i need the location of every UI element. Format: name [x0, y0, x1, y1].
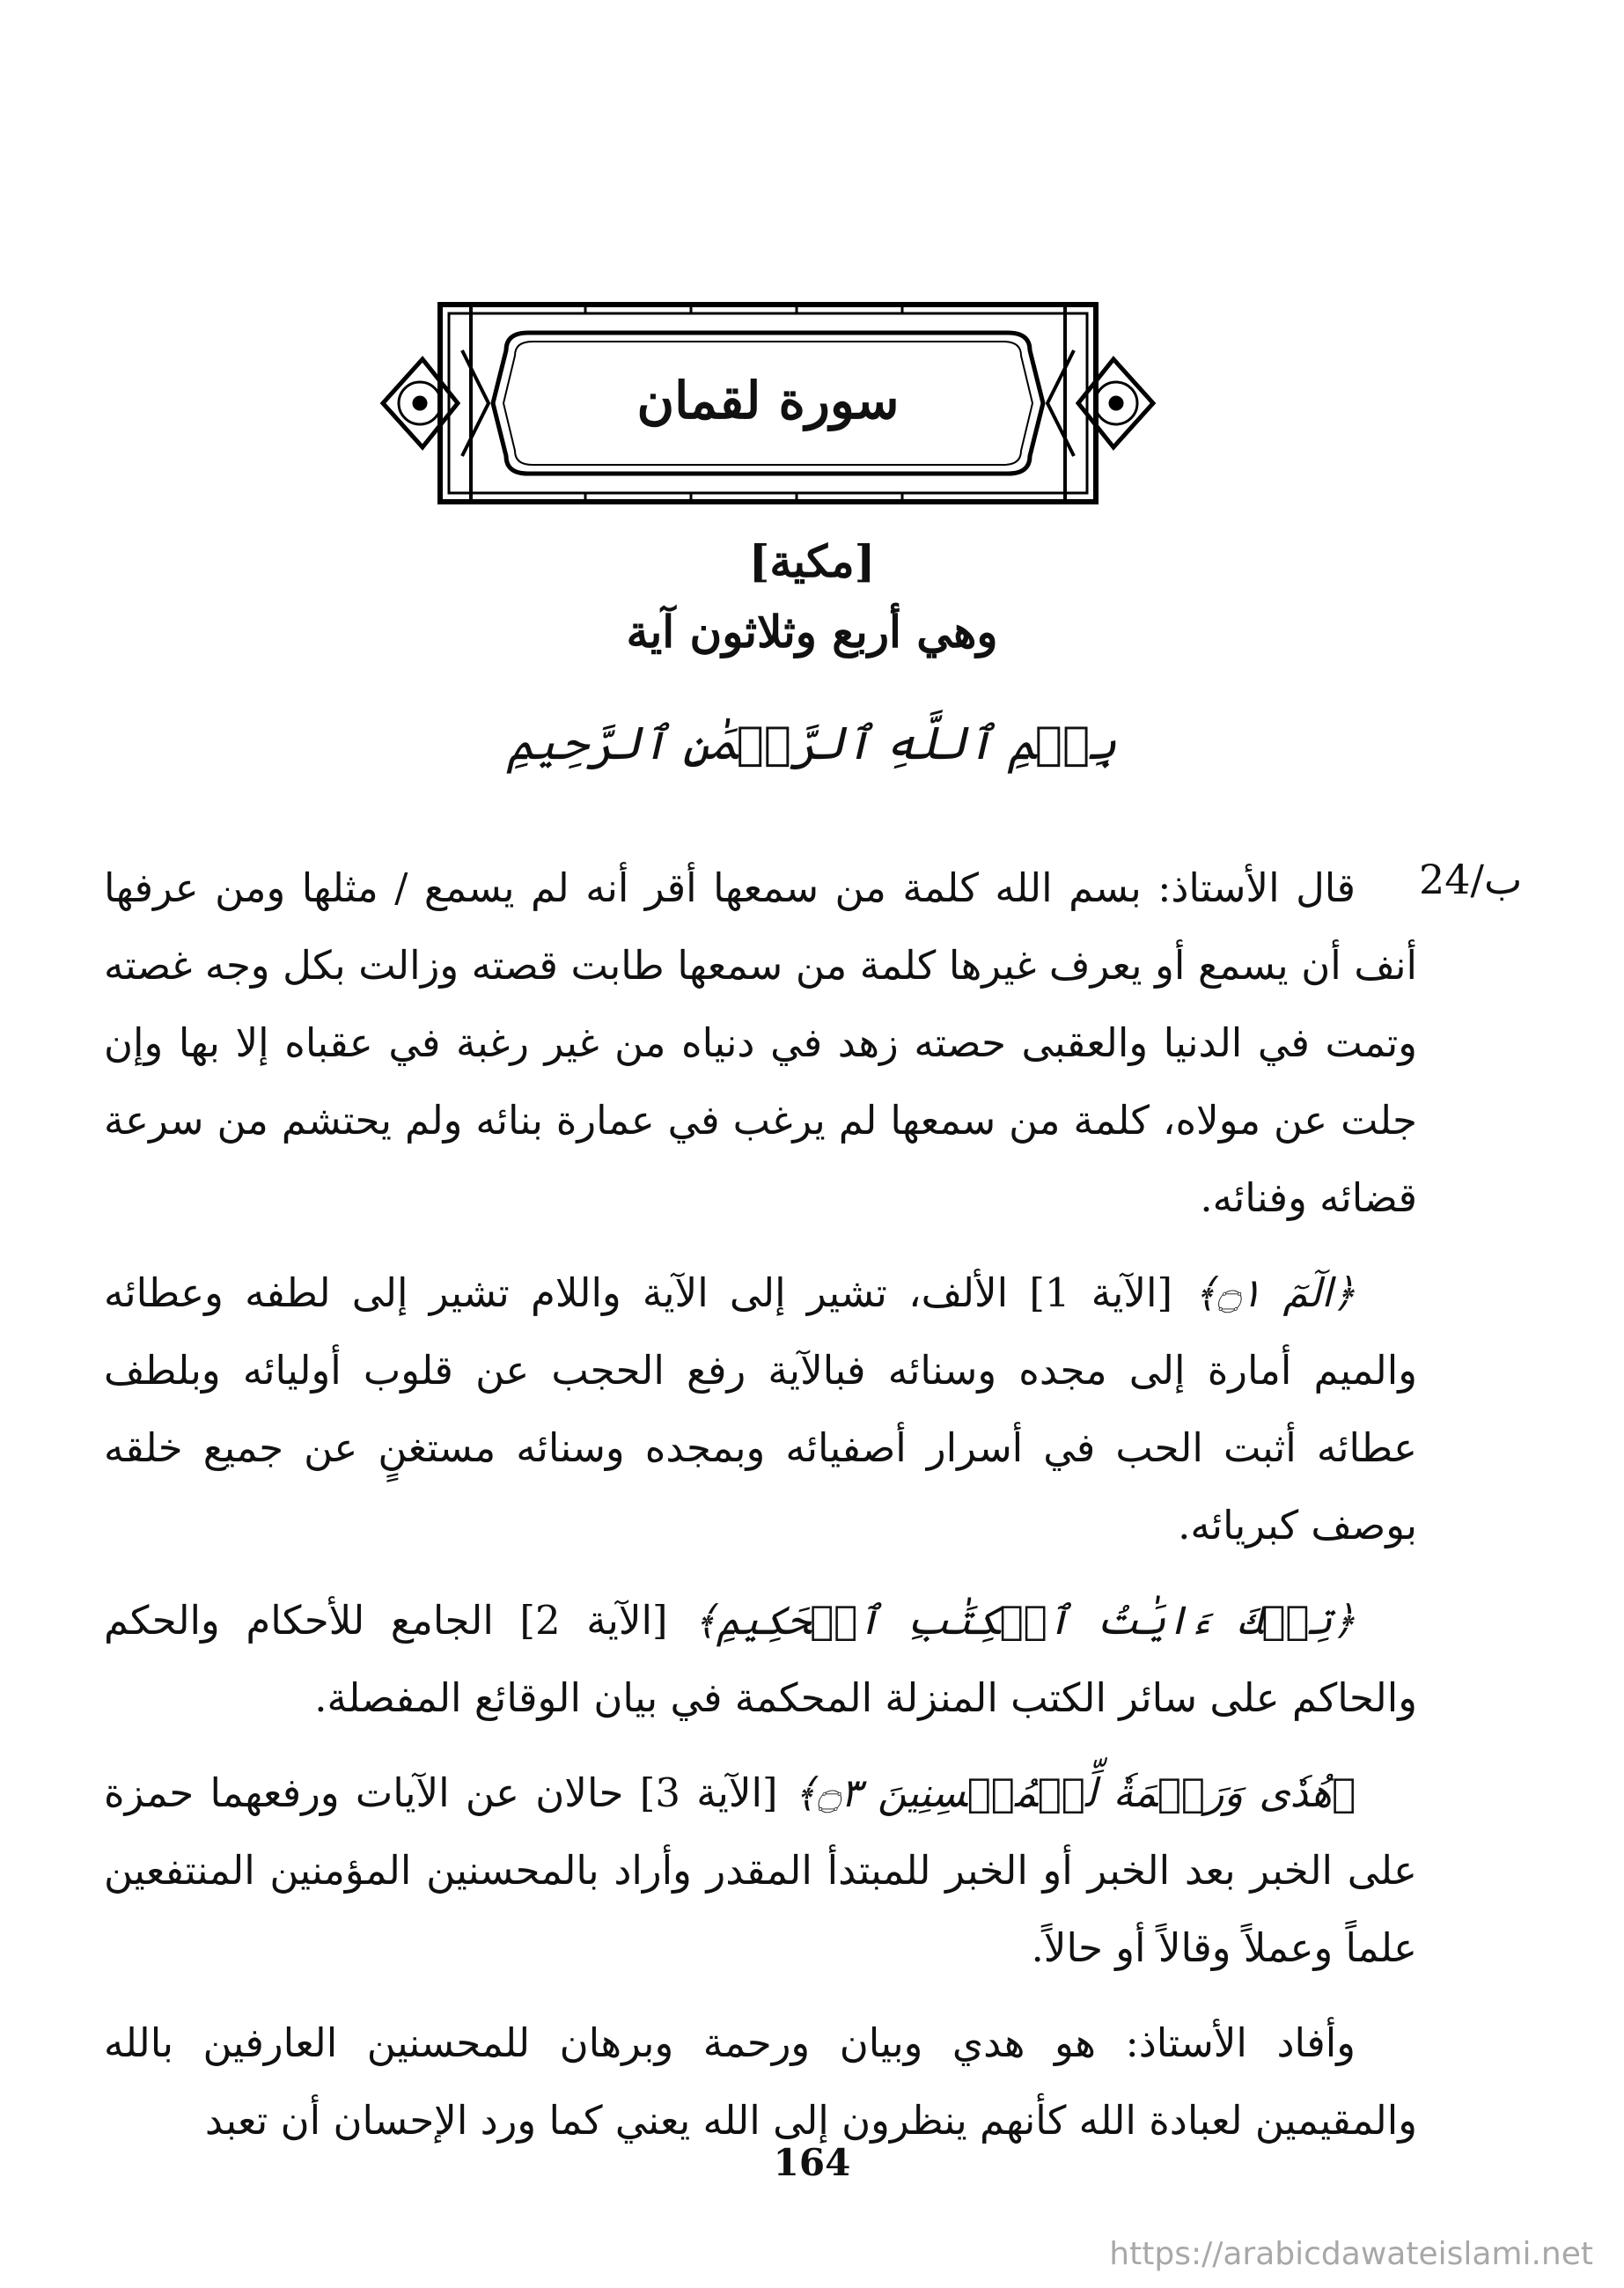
paragraph [104, 1755, 1417, 1987]
paragraph-text: قال الأستاذ: بسم الله كلمة من سمعها أقر أنه لم يسمع / مثلها ومن عرفها أنف أن يسمع أو يعرف غيرها كلمة من سمعها طابت قصته وزالت بكل وجه غصته وتمت في الدنيا والعقبى حصته زهد في دنياه من غير رغبة في عقباه إلا بها وإن جلت عن مولاه، كلمة من سمعها لم يرغب في عمارة بنائه ولم يحتشم من سرعة قضائه وفنائه. [104, 864, 1417, 1221]
surah-title-frame [374, 298, 1162, 509]
quran-quote: ﴿الٓمٓ ۝١﴾ [1194, 1269, 1356, 1316]
basmala: بِسۡمِ ٱللَّهِ ٱلرَّحۡمَٰنِ ٱلرَّحِيمِ [507, 717, 1117, 770]
paragraph [104, 850, 1417, 1237]
paragraph [104, 2005, 1417, 2159]
watermark-url[interactable]: https://arabicdawateislami.net [1109, 2236, 1593, 2272]
body-text [104, 850, 1417, 2161]
surah-title: سورة لقمان [636, 371, 900, 430]
paragraph-text: [الآية 3] حالان عن الآيات ورفعهما حمزة على الخبر بعد الخبر أو الخبر للمبتدأ المقدر وأراد بالمحسنين المؤمنين المنتفعين علماً وعملاً وقالاً أو حالاً. [104, 1769, 1417, 1971]
paragraph [104, 1254, 1417, 1564]
quran-quote: ﴿تِلۡكَ ءَايَٰتُ ٱلۡكِتَٰبِ ٱلۡحَكِيمِ﴾ [694, 1597, 1356, 1644]
verse-count: وهي أربع وثلاثون آية [626, 606, 998, 658]
paragraph [104, 1582, 1417, 1737]
quran-quote: ﴿هُدٗى وَرَحۡمَةٗ لِّلۡمُحۡسِنِينَ ۝٣﴾ [793, 1769, 1356, 1816]
revelation-type: [مكية] [748, 535, 876, 587]
paragraph-text: [الآية 2] الجامع للأحكام والحكم والحاكم على سائر الكتب المنزلة المحكمة في بيان الوقائع المفصلة. [104, 1597, 1417, 1721]
page-number: 164 [773, 2141, 851, 2184]
paragraph-text: [الآية 1] الألف، تشير إلى الآية واللام تشير إلى لطفه وعطائه والميم أمارة إلى مجده وسنائه فبالآية رفع الحجب عن قلوب أوليائه وبلطف عطائه أثبت الحب في أسرار أصفيائه وبمجده وسنائه مستغنٍ عن جميع خلقه بوصف كبريائه. [104, 1269, 1417, 1549]
margin-folio-note: 24/ب [1419, 856, 1523, 903]
paragraph-text: وأفاد الأستاذ: هو هدي وبيان ورحمة وبرهان للمحسنين العارفين بالله والمقيمين لعبادة الله كأنهم ينظرون إلى الله يعني كما ورد الإحسان أن تعبد [104, 2019, 1417, 2144]
